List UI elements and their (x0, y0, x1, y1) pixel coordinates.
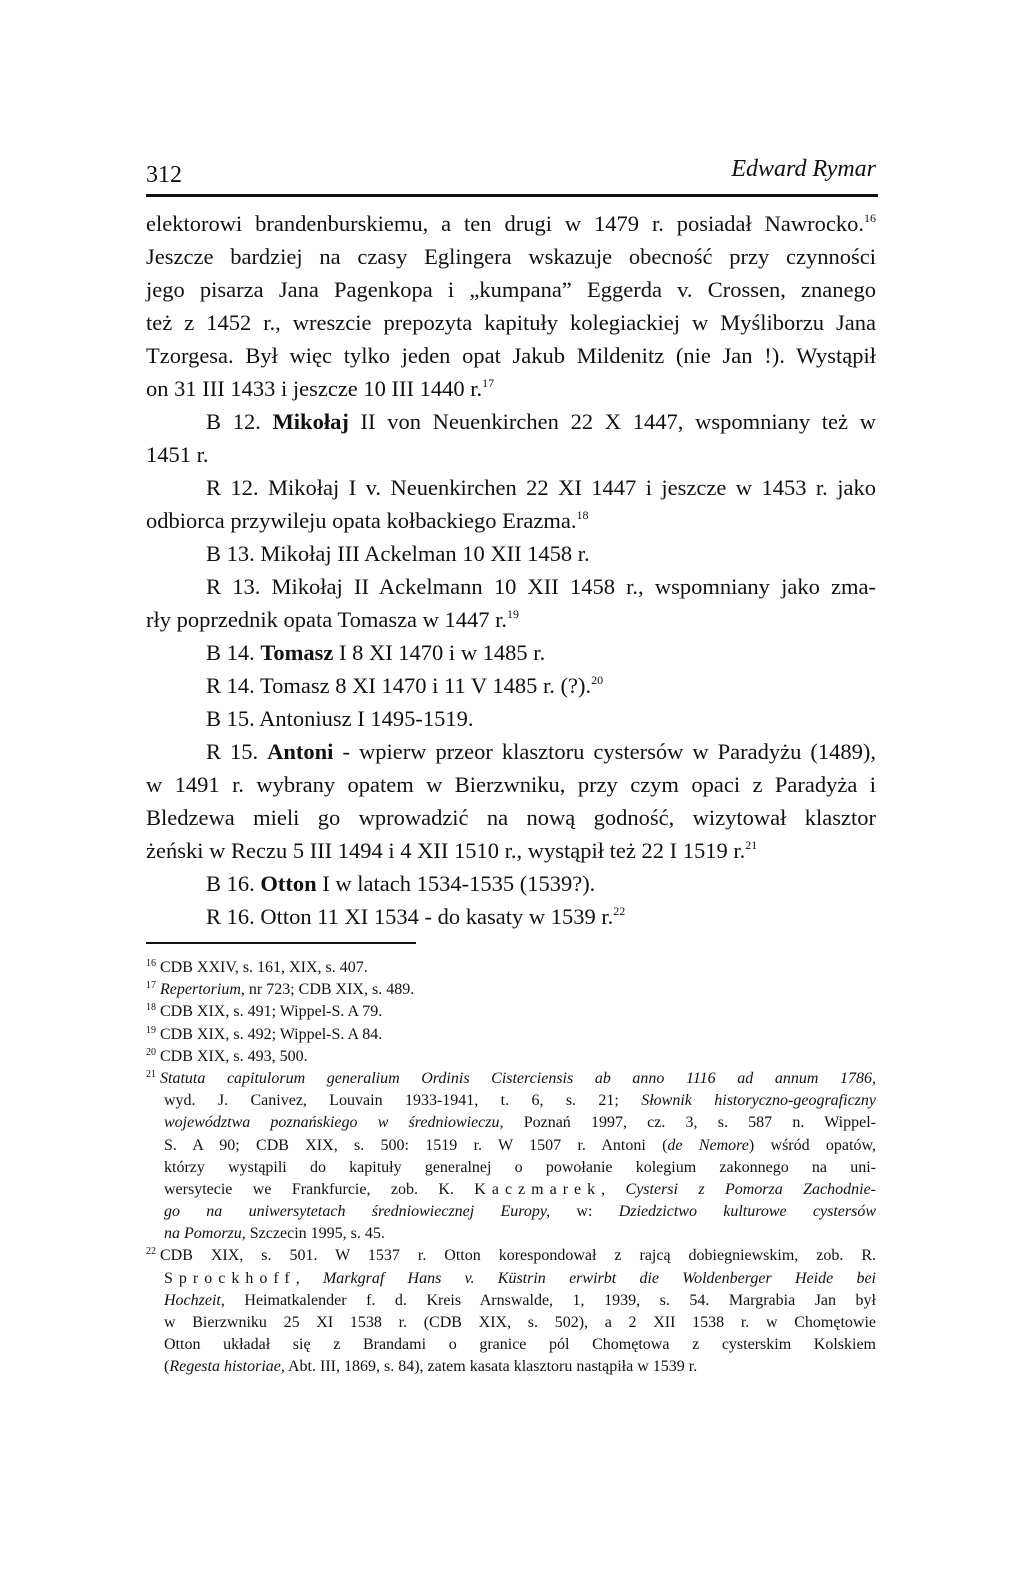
footnote-21 (146, 1068, 876, 1246)
footnote-line: którzy wystąpili do kapituły generalnej o powołanie kolegium zakonnego na uni- (164, 1158, 876, 1176)
footnote-line: wersytecie we Frankfurcie, zob. K. Kaczmarek, Cystersi z Pomorza Zachodnie- (164, 1180, 877, 1198)
footnote-line: S. A 90; CDB XIX, s. 500: 1519 r. W 1507 r. Antoni (de Nemore) wśród opatów, (164, 1136, 876, 1154)
text-line: elektorowi brandenburskiemu, a ten drugi w 1479 r. posiadał Nawrocko.$^{16}$ (146, 211, 876, 236)
entry-r14: R 14. Tomasz 8 XI 1470 i 11 V 1485 r. (?).$^{20}$ (206, 673, 604, 698)
main-text (146, 207, 876, 933)
footnote-ref: 22 (613, 904, 626, 918)
footnote-16: $^{16}$ CDB XXIV, s. 161, XIX, s. 407. (146, 958, 368, 976)
footnote-ref: 20 (591, 673, 604, 687)
entry-r13: R 13. Mikołaj II Ackelmann 10 XII 1458 r., wspomniany jako zma- (206, 574, 876, 599)
footnote-line: wyd. J. Canivez, Louvain 1933-1941, t. 6, s. 21; Słownik historyczno-geograficzny (164, 1092, 876, 1110)
footnote-ref: 18 (576, 508, 589, 522)
footnote-17: $^{17}$ Repertorium, nr 723; CDB XIX, s. 489. (146, 980, 415, 999)
text-line: odbiorca przywileju opata kołbackiego Erazma.$^{18}$ (146, 508, 589, 533)
footnote-line: Hochzeit, Heimatkalender f. d. Kreis Arnswalde, 1, 1939, s. 54. Margrabia Jan był (164, 1291, 876, 1309)
entry-b13: B 13. Mikołaj III Ackelman 10 XII 1458 r. (206, 541, 590, 566)
text-line: rły poprzednik opata Tomasza w 1447 r.$^{19}$ (146, 607, 520, 632)
text-line: Tzorgesa. Był więc tylko jeden opat Jakub Mildenitz (nie Jan !). Wystąpił (146, 343, 876, 368)
footnote-ref: 19 (507, 607, 520, 621)
entry-b15: B 15. Antoniusz I 1495-1519. (206, 706, 474, 731)
text-line: on 31 III 1433 i jeszcze 10 III 1440 r.$^{17}$ (146, 376, 495, 401)
footnote-line: województwa poznańskiego w średniowieczu, Poznań 1997, cz. 3, s. 587 n. Wippel- (164, 1114, 876, 1132)
abbot-name: Otton (260, 871, 317, 896)
text-line: Bledzewa mieli go wprowadzić na nową godność, wizytował klasztor (146, 805, 876, 830)
header-rule (146, 194, 878, 197)
text-line: jego pisarza Jana Pagenkopa i „kumpana” Eggerda v. Crossen, znanego (146, 277, 876, 302)
footnote-20: $^{20}$ CDB XIX, s. 493, 500. (146, 1046, 308, 1065)
text-line: żeński w Reczu 5 III 1494 i 4 XII 1510 r., wystąpił też 22 I 1519 r.$^{21}$ (146, 838, 758, 863)
text-line: w 1491 r. wybrany opatem w Bierzwniku, przy czym opaci z Paradyża i (146, 772, 876, 797)
footnote-line: (Regesta historiae, Abt. III, 1869, s. 84), zatem kasata klasztoru nastąpiła w 1539 r. (164, 1358, 698, 1376)
abbot-name: Antoni (267, 739, 334, 764)
footnote-line: $^{21}$ Statuta capitulorum generalium Ordinis Cisterciensis ab anno 1116 ad annum 1786, (146, 1068, 876, 1087)
abbot-name: Tomasz (260, 640, 334, 665)
entry-b16: B 16. Otton I w latach 1534-1535 (1539?). (206, 871, 596, 896)
text-line: 1451 r. (146, 442, 209, 467)
text-line: też z 1452 r., wreszcie prepozyta kapituły kolegiackiej w Myśliborzu Jana (146, 310, 876, 335)
entry-r12: R 12. Mikołaj I v. Neuenkirchen 22 XI 1447 i jeszcze w 1453 r. jako (206, 475, 876, 500)
running-head-author: Edward Rymar (731, 156, 876, 182)
page-header (146, 156, 876, 192)
footnote-line: w Bierzwniku 25 XI 1538 r. (CDB XIX, s. 502), a 2 XII 1538 r. w Chomętowie (164, 1314, 876, 1331)
abbot-name: Mikołaj (272, 409, 349, 434)
footnote-ref: 17 (482, 376, 495, 390)
footnote-ref: 21 (745, 838, 758, 852)
footnote-separator (146, 942, 416, 944)
footnote-line: go na uniwersytetach średniowiecznej Europy, w: Dziedzictwo kulturowe cystersów (164, 1203, 877, 1221)
entry-b12: B 12. Mikołaj II von Neuenkirchen 22 X 1447, wspomniany też w (206, 409, 876, 434)
footnote-line: $^{22}$ CDB XIX, s. 501. W 1537 r. Otton korespondował z rajcą dobiegniewskim, zob. R. (146, 1246, 876, 1265)
entry-r16: R 16. Otton 11 XI 1534 - do kasaty w 1539 r.$^{22}$ (206, 904, 626, 929)
text-line: Jeszcze bardziej na czasy Eglingera wskazuje obecność przy czynności (146, 244, 876, 269)
footnote-18: $^{18}$ CDB XIX, s. 491; Wippel-S. A 79. (146, 1002, 383, 1021)
footnotes (146, 957, 876, 1379)
page-number: 312 (146, 162, 182, 188)
entry-b14: B 14. Tomasz I 8 XI 1470 i w 1485 r. (206, 640, 546, 665)
footnote-line: Sprockhoff, Markgraf Hans v. Küstrin erwirbt die Woldenberger Heide bei (164, 1269, 877, 1287)
footnote-22 (146, 1245, 876, 1378)
footnote-19: $^{19}$ CDB XIX, s. 492; Wippel-S. A 84. (146, 1024, 383, 1043)
footnote-line: na Pomorzu, Szczecin 1995, s. 45. (164, 1225, 385, 1243)
footnote-ref: 16 (864, 211, 876, 225)
footnote-line: Otton układał się z Brandami o granice pól Chomętowa z cysterskim Kolskiem (164, 1336, 876, 1354)
entry-r15: R 15. Antoni - wpierw przeor klasztoru cystersów w Paradyżu (1489), (206, 739, 876, 764)
